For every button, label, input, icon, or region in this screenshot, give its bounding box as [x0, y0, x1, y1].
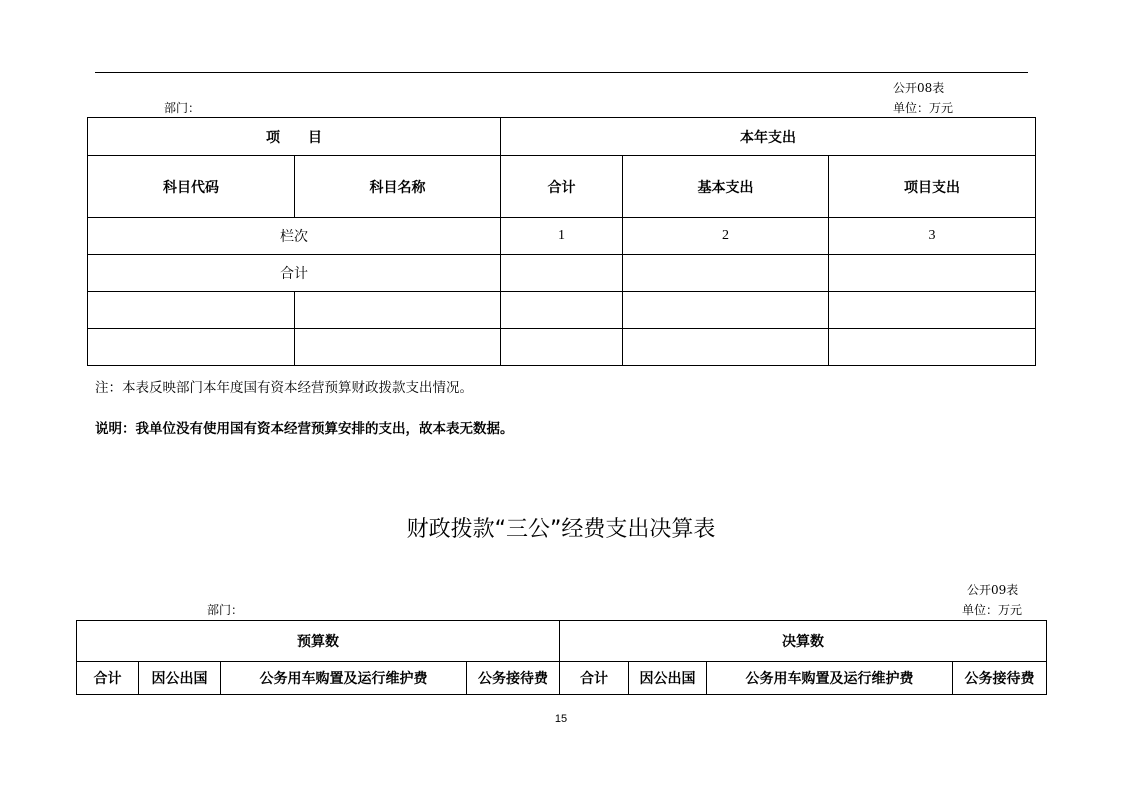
column-index-1: 1: [501, 218, 623, 255]
total-cell-3: [829, 255, 1036, 292]
page-number: 15: [554, 713, 568, 725]
column-index-2: 2: [623, 218, 829, 255]
table-row: [88, 292, 1036, 329]
table08-note: 注：本表反映部门本年度国有资本经营预算财政拨款支出情况。: [95, 380, 473, 396]
column-index-3: 3: [829, 218, 1036, 255]
header-project: 项目支出: [829, 156, 1036, 218]
table08-dept-label: 部门：: [164, 101, 201, 115]
table08: [87, 117, 1036, 366]
empty-cell: [623, 292, 829, 329]
total-cell-2: [623, 255, 829, 292]
table-row: [88, 255, 1036, 292]
empty-cell: [295, 329, 501, 366]
budget-reception-header: 公务接待费: [467, 662, 560, 695]
budget-overseas-header: 因公出国: [139, 662, 221, 695]
column-index-label: 栏次: [88, 218, 501, 255]
table08-explanation: 说明：我单位没有使用国有资本经营预算安排的支出，故本表无数据。: [95, 421, 514, 437]
header-item: 项 目: [88, 118, 501, 156]
header-subject-code: 科目代码: [88, 156, 295, 218]
empty-cell: [623, 329, 829, 366]
table09-title: 财政拨款“三公”经费支出决算表: [406, 517, 716, 542]
budget-total-header: 合计: [77, 662, 139, 695]
final-total-header: 合计: [560, 662, 629, 695]
header-rule: [95, 72, 1028, 73]
empty-cell: [501, 292, 623, 329]
total-row-label: 合计: [88, 255, 501, 292]
final-reception-header: 公务接待费: [953, 662, 1047, 695]
empty-cell: [501, 329, 623, 366]
empty-cell: [829, 329, 1036, 366]
empty-cell: [829, 292, 1036, 329]
empty-cell: [88, 329, 295, 366]
final-overseas-header: 因公出国: [629, 662, 707, 695]
empty-cell: [295, 292, 501, 329]
header-subject-name: 科目名称: [295, 156, 501, 218]
header-budget: 预算数: [77, 621, 560, 662]
table09-code: 公开09表: [967, 583, 1019, 597]
table08-code: 公开08表: [893, 81, 945, 95]
table-row: [88, 218, 1036, 255]
budget-vehicle-header: 公务用车购置及运行维护费: [221, 662, 467, 695]
empty-cell: [88, 292, 295, 329]
table09-dept-label: 部门：: [207, 603, 244, 617]
table09: [76, 620, 1047, 695]
header-final: 决算数: [560, 621, 1047, 662]
table08-unit-label: 单位：万元: [893, 101, 954, 115]
header-total: 合计: [501, 156, 623, 218]
total-cell-1: [501, 255, 623, 292]
header-current-expense: 本年支出: [501, 118, 1036, 156]
table09-unit-label: 单位：万元: [962, 603, 1023, 617]
final-vehicle-header: 公务用车购置及运行维护费: [707, 662, 953, 695]
header-basic: 基本支出: [623, 156, 829, 218]
table-row: [88, 329, 1036, 366]
